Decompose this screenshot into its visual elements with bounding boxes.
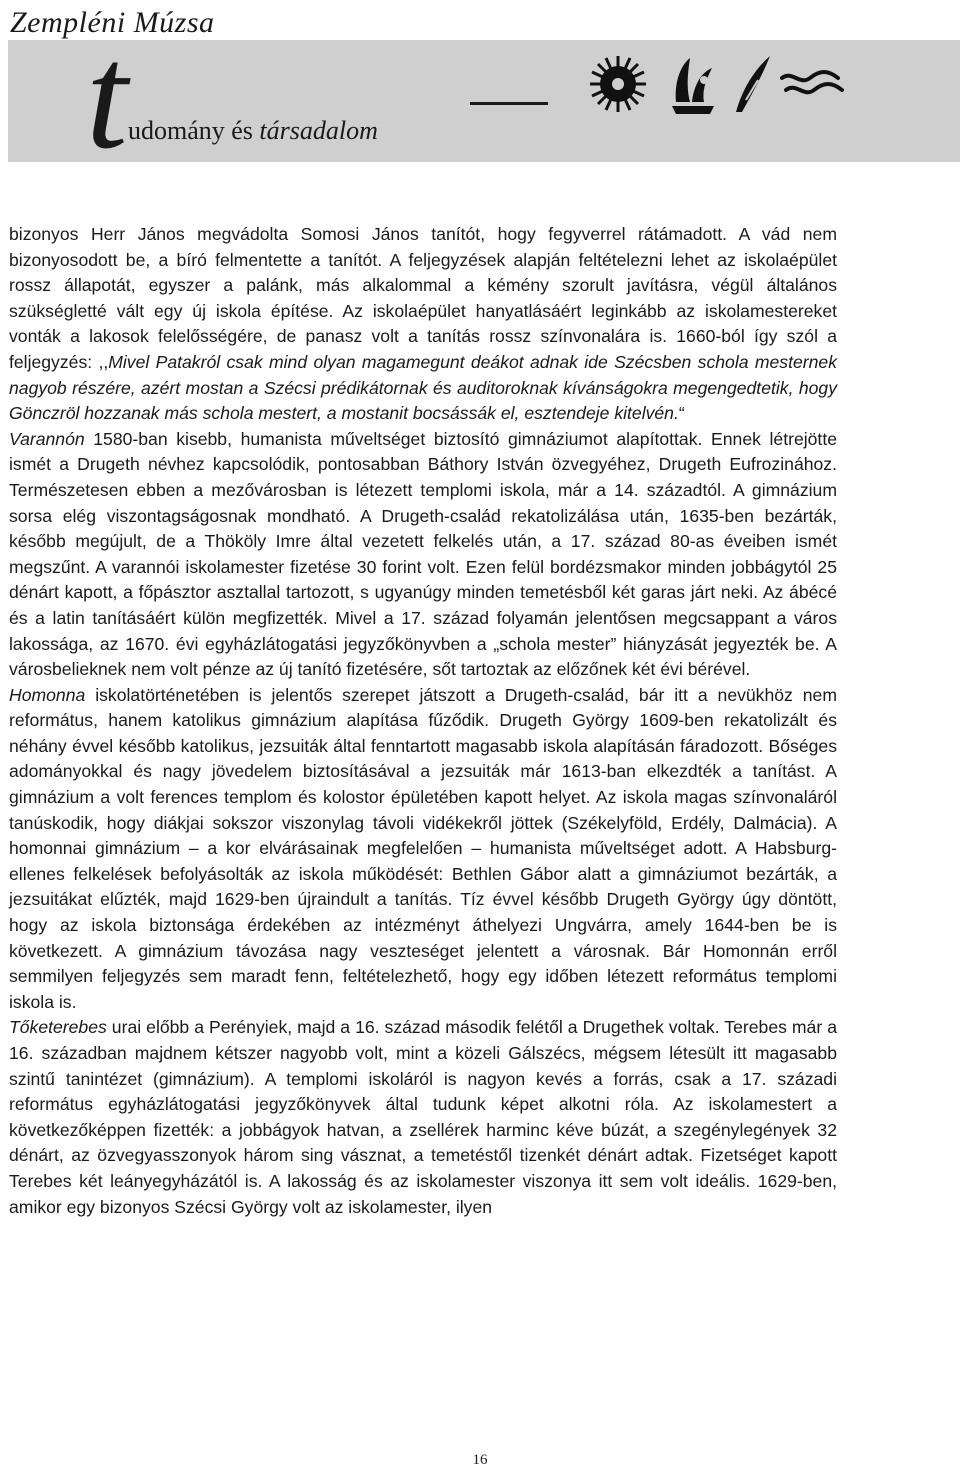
paragraph-text: urai előbb a Perényiek, majd a 16. század második felétől a Drugethek voltak. Terebes már a 16. században majdnem kétszer nagyobb volt, mint a közeli Gálszécs, mégsem létesült itt magasabb szintű tanintézet (gimnázium). A templomi iskoláról is nagyon kevés a forrás, csak a 17. századi református egyházlátogatási jegyzőkönyvek által tudunk képet alkotni róla. Az iskolamestert a következőképpen fizették: a jobbágyok hatvan, a zsellérek harminc kéve búzát, a szegénylegények 32 dénárt, az özvegyasszonyok három sing vásznat, a temetéstől tizenkét dénárt adtak. Fizetséget kapott Terebes két leányegyházától is. A lakosság és az iskolamester viszonya itt sem volt ideális. 1629-ben, amikor egy bizonyos Szécsi György volt az iskolamester, ilyen: [9, 1017, 837, 1217]
place-name: Tőketerebes: [9, 1017, 107, 1038]
paragraph-toketerebes: [9, 1015, 837, 1220]
historical-quote: Mivel Patakról csak mind olyan magamegunt deákot adnak ide Szécsben schola mesternek nagyob részére, azért mostan a Szécsi prédikátornak és auditoroknak kívánságokra megengedtetik, hogy Gönczröl hozzanak más schola mestert, a mostanit bocsássák el, esztendeje kitelvén.: [9, 351, 837, 424]
section-initial: t: [86, 14, 128, 180]
paragraph-text: bizonyos Herr János megvádolta Somosi János tanítót, hogy fegyverrel rátámadott. A vád nem bizonyosodott be, a bíró felmentette a tanítót. A feljegyzések alapján feltételezni lehet az iskolaépület rossz állapotát, egyszer a palánk, más alkalommal a kémény szorult javításra, végül általános szükségletté vált egy új iskola építése. Az iskolaépület hanyatlásáért leginkább az iskolamestereket vonták a lakosok felelősségére, de panasz volt a tanítás rossz színvonalára is. 1660-ból így szól a feljegyzés: ,,: [9, 224, 837, 372]
banner-rule: [470, 102, 548, 105]
paragraph-text: 1580-ban kisebb, humanista műveltséget biztosító gimnáziumot alapítottak. Ennek létrejötte ismét a Drugeth névhez kapcsolódik, pontosabban Báthory István özvegyéhez, Drugeth Eufrozinához. Természetesen ebben a mezővárosban is létezett templomi iskola, már a 14. századtól. A gimnázium sorsa elég viszontagságosnak mondható. A Drugeth-család rekatolizálása után, 1635-ben bezárták, később megújult, de a Thököly Imre által vezetett felkelés után, a 17. század 80-as éveiben ismét megszűnt. A varannói iskolamester fizetése 30 forint volt. Ezen felül bordézsmakor minden jobbágytól 25 dénárt kapott, a főpásztor asztallal tartozott, s ugyanúgy minden temetésből két garas járt neki. Az ábécé és a latin tanításáért külön megfizették. Mivel a 17. század folyamán jelentősen megcsappant a város lakossága, az 1670. évi egyházlátogatási jegyzőkönyvben a „schola mester” hiányzását jegyezték be. A városbelieknek nem volt pénze az új tanító fizetésére, sőt tartoztak az előzőnek két évi bérével.: [9, 428, 837, 680]
place-name: Varannón: [9, 428, 85, 449]
paragraph-text: iskolatörténetében is jelentős szerepet játszott a Drugeth-család, bár itt a nevükhöz nem református, hanem katolikus gimnázium alapítása fűződik. Drugeth György 1609-ben rekatolizált és néhány évvel később katolikus, jezsuiták által fenntartott magasabb iskola alapításán fáradozott. Bőséges adományokkal és nagy jövedelem biztosításával a jezsuiták már 1613-ban elkezdték a tanítást. A gimnázium a volt ferences templom és kolostor épületében kapott helyet. Az iskola magas színvonaláról tanúskodik, hogy diákjai sokszor viszonylag távoli vidékekről jöttek (Székelyföld, Erdély, Dalmácia). A homonnai gimnázium – a kor elvárásainak megfelelően – humanista műveltséget adott. A Habsburg-ellenes felkelések befolyásolták az iskola működését: Bethlen Gábor alatt a gimnáziumot bezárták, a jezsuitákat elűzték, majd 1629-ben újraindult a tanítás. Tíz évvel később Drugeth György úgy döntött, hogy az iskola biztonsága érdekében az intézményt áthelyezi Ungvárra, amely 1644-ben be is következett. A gimnázium távozása nagy veszteséget jelentett a városnak. Bár Homonnán erről semmilyen feljegyzés sem maradt fenn, feltételezhető, hogy egy időben létezett református templomi iskola is.: [9, 684, 837, 1012]
paragraph-homonna: [9, 683, 837, 1016]
paragraph-szecs: [9, 222, 837, 427]
sun-ornament-icon: [590, 56, 646, 112]
page-number: 16: [472, 1452, 488, 1468]
paragraph-varanno: [9, 427, 837, 683]
decorative-ornaments: [586, 50, 956, 120]
wave-ornament-icon: [782, 72, 842, 92]
section-title-part: udomány és: [128, 116, 260, 145]
article-body: [9, 222, 837, 1220]
masthead-title: Zempléni Múzsa: [10, 6, 215, 39]
section-title: [128, 116, 378, 146]
quote-close: “: [678, 403, 685, 424]
quill-ornament-icon: [736, 56, 770, 112]
place-name: Homonna: [9, 684, 86, 705]
flower-ornament-icon: [672, 58, 714, 114]
section-title-italic: társadalom: [259, 116, 378, 145]
